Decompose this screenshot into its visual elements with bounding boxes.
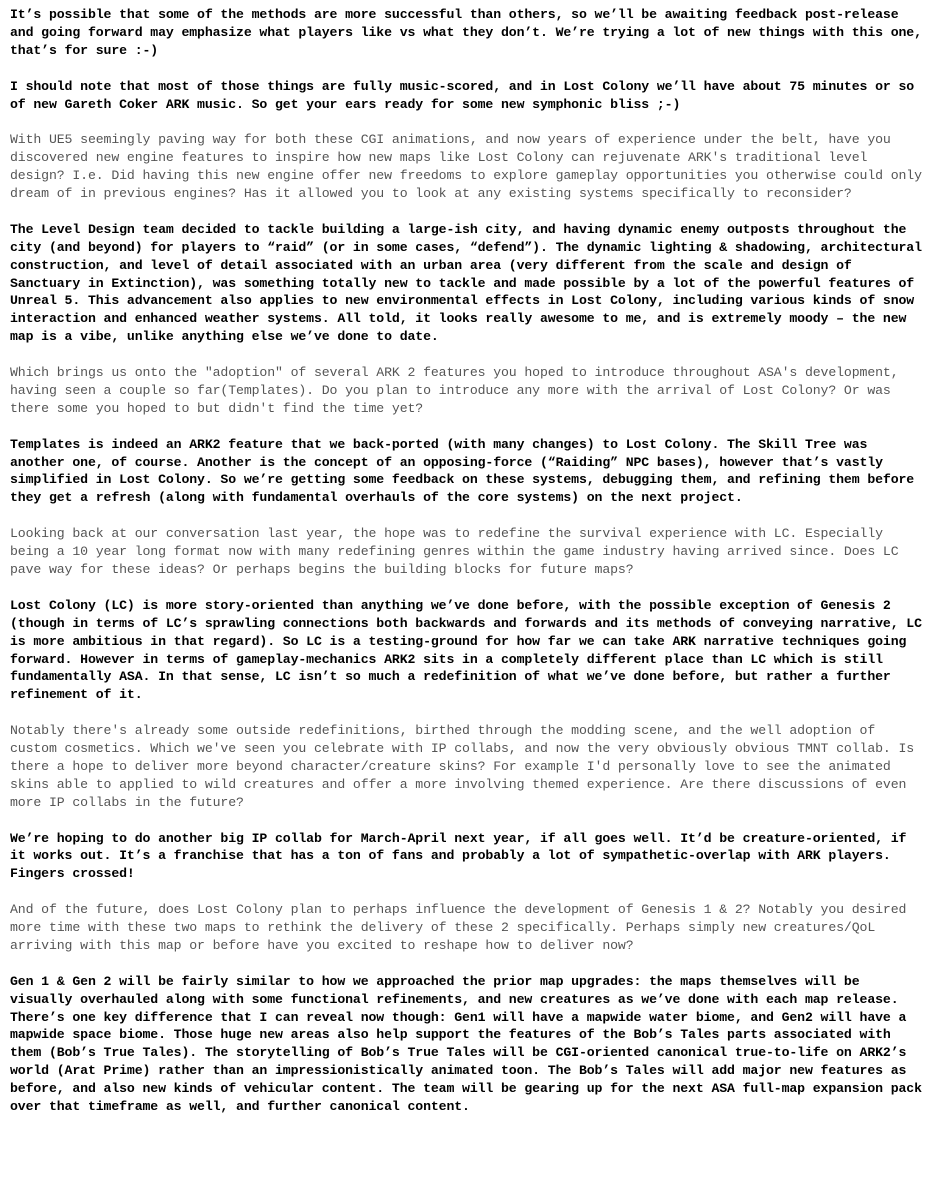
question-paragraph: Notably there's already some outside redefinitions, birthed through the modding scene, and the well adoption of custom cosmetics. Which we've seen you celebrate with IP collabs, and now the very obviously obvious TMNT collab. Is there a hope to deliver more beyond character/creature skins? For example I'd personally love to see the animated skins able to applied to wild creatures and offer a more involving themed experience. Are there discussions of even more IP collabs in the future?: [10, 723, 915, 810]
answer-paragraph: We’re hoping to do another big IP collab for March-April next year, if all goes well. It’d be creature-oriented, if it works out. It’s a franchise that has a ton of fans and probably a lot of sympathetic-overlap with ARK players. Fingers crossed!: [10, 830, 907, 882]
answer-paragraph: Templates is indeed an ARK2 feature that we back-ported (with many changes) to Lost Colony. The Skill Tree was another one, of course. Another is the concept of an opposing-force (“Raiding” NPC bases), however that’s vastly simplified in Lost Colony. So we’re getting some feedback on these systems, debugging them, and refining them before they get a refresh (along with fundamental overhauls of the core systems) on the next project.: [10, 436, 915, 506]
answer-paragraph: Lost Colony (LC) is more story-oriented than anything we’ve done before, with the possible exception of Genesis 2 (though in terms of LC’s sprawling connections both backwards and forwards and its methods of conveying narrative, LC is more ambitious in that regard). So LC is a testing-ground for how far we can take ARK narrative techniques going forward. However in terms of gameplay-mechanics ARK2 sits in a completely different place than LC which is still fundamentally ASA. In that sense, LC isn’t so much a redefinition of what we’ve done before, but rather a further refinement of it.: [10, 597, 922, 703]
question-paragraph: Looking back at our conversation last year, the hope was to redefine the survival experience with LC. Especially being a 10 year long format now with many redefining genres within the game industry having arrived since. Does LC pave way for these ideas? Or perhaps begins the building blocks for future maps?: [10, 526, 899, 577]
question-paragraph: And of the future, does Lost Colony plan to perhaps influence the development of Genesis 1 & 2? Notably you desired more time with these two maps to rethink the delivery of these 2 specifically. Perhaps simply new creatures/QoL arriving with this map or before have you excited to reshape how to deliver now?: [10, 902, 907, 953]
question-paragraph: Which brings us onto the "adoption" of several ARK 2 features you hoped to introduce throughout ASA's development, having seen a couple so far(Templates). Do you plan to introduce any more with the arrival of Lost Colony? Or was there some you hoped to but didn't find the time yet?: [10, 365, 899, 416]
interview-document: [10, 6, 922, 1116]
answer-paragraph: It’s possible that some of the methods are more successful than others, so we’ll be awaiting feedback post-release and going forward may emphasize what players like vs what they don’t. We’re trying a lot of new things with this one, that’s for sure :-): [10, 7, 922, 58]
answer-paragraph: Gen 1 & Gen 2 will be fairly similar to how we approached the prior map upgrades: the maps themselves will be visually overhauled along with some functional refinements, and new creatures as we’ve done with each map release. There’s one key difference that I can reveal now though: Gen1 will have a mapwide water biome, and Gen2 will have a mapwide space biome. Those huge new areas also help support the features of the Bob’s Tales parts associated with them (Bob’s True Tales). The storytelling of Bob’s True Tales will be CGI-oriented canonical true-to-life on ARK2’s world (Arat Prime) rather than an impressionistically animated toon. The Bob’s Tales will add major new features as before, and also new kinds of vehicular content. The team will be gearing up for the next ASA full-map expansion pack over that timeframe as well, and further canonical content.: [10, 973, 922, 1115]
answer-paragraph: I should note that most of those things are fully music-scored, and in Lost Colony we’ll have about 75 minutes or so of new Gareth Coker ARK music. So get your ears ready for some new symphonic bliss ;-): [10, 78, 915, 112]
question-paragraph: With UE5 seemingly paving way for both these CGI animations, and now years of experience under the belt, have you discovered new engine features to inspire how new maps like Lost Colony can rejuvenate ARK's traditional level design? I.e. Did having this new engine offer new freedoms to explore gameplay opportunities you otherwise could only dream of in previous engines? Has it allowed you to look at any existing systems specifically to reconsider?: [10, 132, 922, 202]
answer-paragraph: The Level Design team decided to tackle building a large-ish city, and having dynamic enemy outposts throughout the city (and beyond) for players to “raid” (or in some cases, “defend”). The dynamic lighting & shadowing, architectural construction, and level of detail associated with an urban area (very different from the scale and design of Sanctuary in Extinction), was something totally new to tackle and made possible by a lot of the powerful features of Unreal 5. This advancement also applies to new environmental effects in Lost Colony, including various kinds of snow interaction and enhanced weather systems. All told, it looks really awesome to me, and is extremely moody – the new map is a vibe, unlike anything else we’ve done to date.: [10, 221, 922, 345]
